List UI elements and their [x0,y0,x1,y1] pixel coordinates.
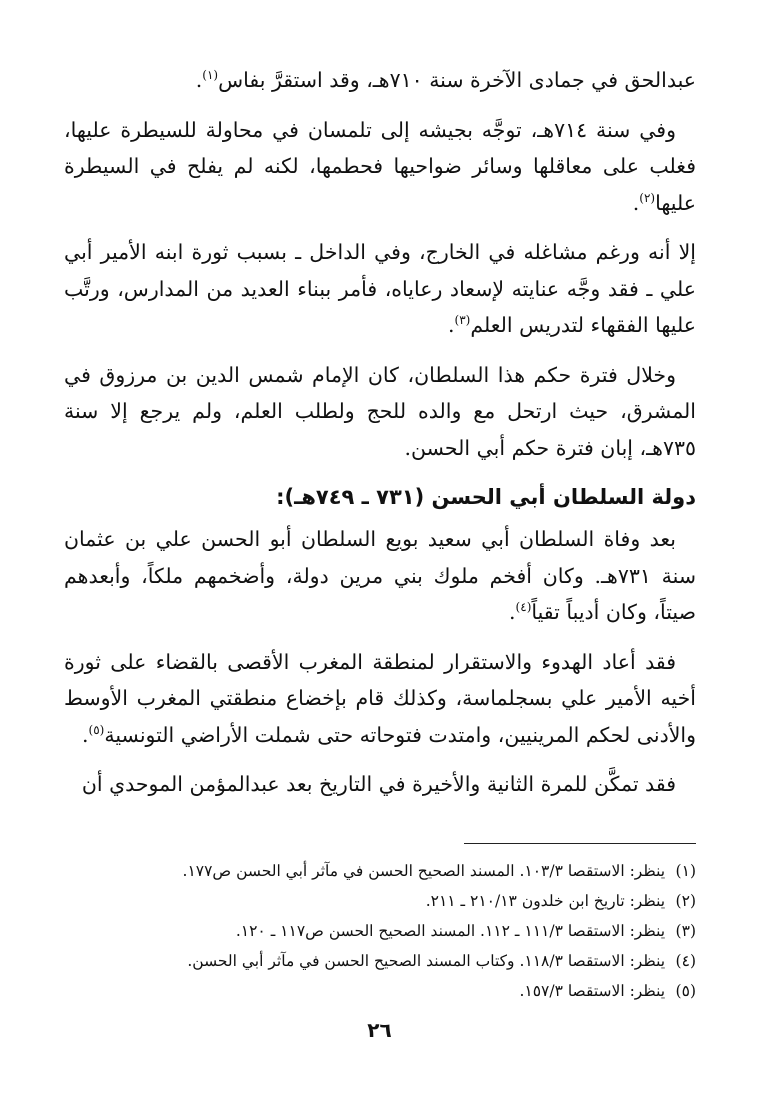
footnote-5 [64,976,696,1006]
footnote-number: (٤) [675,951,696,970]
paragraph-5 [64,521,696,631]
paragraph-3 [64,234,696,344]
section-heading: دولة السلطان أبي الحسن (٧٣١ ـ ٧٤٩هـ): [276,485,696,509]
paragraph-text: وفي سنة ٧١٤هـ، توجَّه بجيشه إلى تلمسان في محاولة للسيطرة عليها، فغلب على معاقلها وسائر ضواحيها فحطمها، لكنه لم يفلح في السيطرة عليها [64,117,696,215]
page-body [64,62,696,1006]
paragraph-text: فقد تمكَّن للمرة الثانية والأخيرة في التاريخ بعد عبدالمؤمن الموحدي أن [81,772,676,796]
paragraph-tail: . [82,722,89,747]
footnote-2 [64,886,696,916]
footnote-text: ينظر: الاستقصا ١١١/٣ ـ ١١٢. المسند الصحيح الحسن ص١١٧ ـ ١٢٠. [235,921,666,940]
paragraph-text: إلا أنه ورغم مشاغله في الخارج، وفي الداخل ـ بسبب ثورة ابنه الأمير أبي علي ـ فقد وجَّه عنايته لإسعاد رعاياه، فأمر ببناء العديد من المدارس، ورتَّب عليها الفقهاء لتدريس العلم [64,240,696,337]
paragraph-1 [64,62,696,99]
paragraph-4 [64,357,696,467]
paragraph-text: بعد وفاة السلطان أبي سعيد بويع السلطان أبو الحسن علي بن عثمان سنة ٧٣١هـ. وكان أفخم ملوك بني مرين دولة، وأضخمهم ملكاً، وأبعدهم صيتاً، وكان أديباً تقياً [64,527,696,624]
footnote-number: (٣) [675,921,696,940]
footnote-text: ينظر: تاريخ ابن خلدون ٢١٠/١٣ ـ ٢١١. [425,891,666,910]
footnote-number: (٢) [675,891,696,910]
footnote-text: ينظر: الاستقصا ١٠٣/٣. المسند الصحيح الحسن في مآثر أبي الحسن ص١٧٧. [182,861,666,880]
footnote-ref-4[interactable]: (٤) [515,600,532,615]
paragraph-text: عبدالحق في جمادى الآخرة سنة ٧١٠هـ، وقد استقرَّ بفاس [218,68,696,92]
footnotes [64,856,696,1006]
footnote-3 [64,916,696,946]
page-number: ٢٦ [367,1018,392,1042]
paragraph-7 [64,766,696,803]
paragraph-text: فقد أعاد الهدوء والاستقرار لمنطقة المغرب الأقصى بالقضاء على ثورة أخيه الأمير علي بسجلماسة، وكذلك قام بإخضاع منطقتي المغرب الأوسط والأدنى لحكم المرينيين، وامتدت فتوحاته حتى شملت الأراضي التونسية [64,649,696,747]
footnote-1 [64,856,696,886]
footnote-text: ينظر: الاستقصا ١١٨/٣. وكتاب المسند الصحيح الحسن في مآثر أبي الحسن. [187,951,666,970]
footnote-ref-3[interactable]: (٣) [454,313,471,328]
paragraph-6 [64,644,696,754]
paragraph-tail: . [447,313,455,337]
footnote-text: ينظر: الاستقصا ١٥٧/٣. [519,981,666,1000]
paragraph-text: وخلال فترة حكم هذا السلطان، كان الإمام شمس الدين بن مرزوق في المشرق، حيث ارتحل مع والده للحج ولطلب العلم، ولم يرجع إلا سنة ٧٣٥هـ، إبان فترة حكم أبي الحسن. [64,362,696,460]
footnote-number: (٥) [675,981,696,1000]
footnote-number: (١) [675,861,696,880]
paragraph-2 [64,112,696,222]
footnote-divider [464,843,696,844]
footnote-ref-2[interactable]: (٢) [639,190,656,205]
paragraph-tail: . [509,600,516,624]
footnote-ref-5[interactable]: (٥) [88,722,105,737]
footnote-4 [64,946,696,976]
paragraph-tail: . [632,190,640,215]
footnote-ref-1[interactable]: (١) [202,68,219,83]
paragraph-tail: . [195,68,203,92]
